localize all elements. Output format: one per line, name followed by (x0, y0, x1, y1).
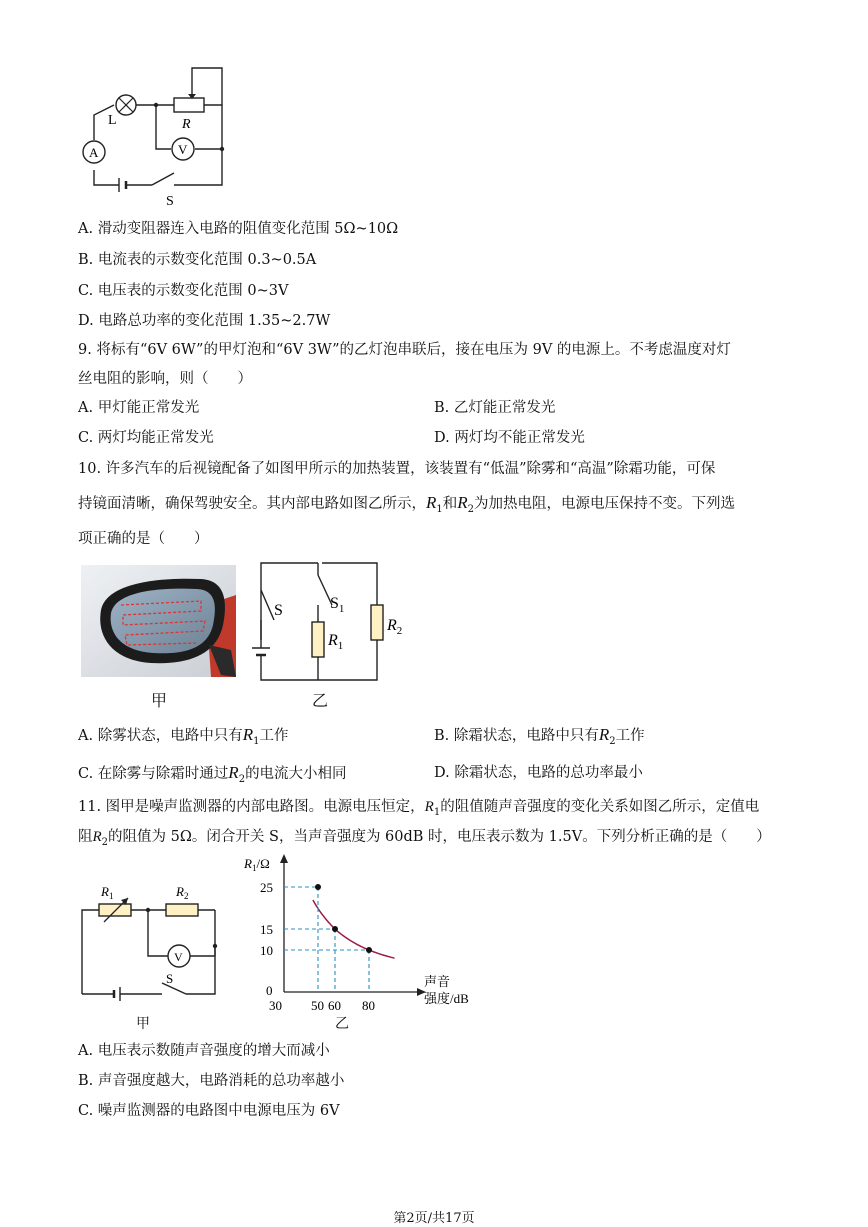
x-tick-label-50: 50 (311, 998, 324, 1013)
q11-fig-jia-caption: 甲 (136, 1016, 150, 1032)
q10-stem-line3: 项正确的是（ ） (78, 531, 209, 547)
q10-circuit-figure (250, 560, 410, 690)
q11-voltmeter-label: V (174, 950, 183, 964)
q8-option-d: D. 电路总功率的变化范围 1.35~2.7W (78, 313, 331, 329)
y-axis-arrow (280, 854, 288, 863)
switch-s1-label: $S_1$ (330, 595, 345, 615)
voltmeter-label: V (178, 142, 188, 157)
q11-fig-yi-caption: 乙 (335, 1016, 349, 1032)
q10-option-c: C. 在除雾与除霜时通过$R_2$的电流大小相同 (78, 763, 347, 785)
mirror-photo (81, 565, 236, 677)
y-tick-label-25: 25 (260, 880, 273, 895)
lamp-label: L (108, 113, 117, 128)
q9-stem-line2: 丝电阻的影响，则（ ） (78, 371, 252, 387)
y-axis-label: $R_1/\Omega$ (244, 856, 270, 873)
ammeter-label: A (89, 145, 99, 160)
q11-option-b: B. 声音强度越大，电路消耗的总功率越小 (78, 1073, 345, 1089)
q11-stem-line2: 阻$R_2$的阻值为 5Ω。闭合开关 S，当声音强度为 60dB 时，电压表示数为 1.5V。下列分析正确的是（ ） (78, 829, 771, 848)
q11-r1-label: $R_1$ (101, 884, 114, 901)
q10-fig-jia-caption: 甲 (151, 691, 168, 710)
q9-option-c: C. 两灯均能正常发光 (78, 430, 214, 446)
origin-label: 0 (266, 983, 273, 998)
data-point-0 (315, 884, 321, 890)
x-tick-label-60: 60 (328, 998, 341, 1013)
series-curve (313, 900, 395, 958)
x-tick-label-30: 30 (269, 998, 282, 1013)
q11-circuit-figure (74, 876, 224, 1001)
x-tick-label-80: 80 (362, 998, 375, 1013)
data-point-2 (366, 947, 372, 953)
q9-stem-line1: 9. 将标有“6V 6W”的甲灯泡和“6V 3W”的乙灯泡串联后，接在电压为 9V 的电源上。不考虑温度对灯 (78, 342, 731, 358)
resistor-r2-label: $R_2$ (387, 617, 403, 637)
q10-fig-yi-caption: 乙 (312, 691, 329, 710)
q11-r2-label: $R_2$ (176, 884, 189, 901)
page-footer: 第2页/共17页 (393, 1211, 475, 1226)
y-tick-label-10: 10 (260, 943, 273, 958)
q9-option-b: B. 乙灯能正常发光 (434, 400, 556, 416)
q10-stem-line1: 10. 许多汽车的后视镜配备了如图甲所示的加热装置，该装置有“低温”除雾和“高温”除霜功能，可保 (78, 461, 716, 477)
q9-option-d: D. 两灯均不能正常发光 (434, 430, 585, 446)
data-point-1 (332, 926, 338, 932)
q11-switch-label: S (166, 971, 174, 986)
q11-stem-line1: 11. 图甲是噪声监测器的内部电路图。电源电压恒定，$R_1$的阻值随声音强度的变化关系如图乙所示，定值电 (78, 799, 760, 818)
q11-chart (238, 850, 488, 1015)
q10-option-d: D. 除霜状态，电路的总功率最小 (434, 765, 643, 781)
q10-option-a: A. 除雾状态，电路中只有$R_1$工作 (78, 725, 289, 747)
x-axis-label-line1: 声音 (424, 974, 451, 989)
switch-s-label: S (274, 602, 283, 619)
rheostat-label: R (182, 117, 191, 132)
q11-option-a: A. 电压表示数随声音强度的增大而减小 (78, 1043, 330, 1059)
q10-option-b: B. 除霜状态，电路中只有$R_2$工作 (434, 725, 645, 747)
q8-option-b: B. 电流表的示数变化范围 0.3~0.5A (78, 252, 317, 268)
q8-circuit-figure (74, 60, 234, 210)
q8-option-a: A. 滑动变阻器连入电路的阻值变化范围 5Ω~10Ω (78, 221, 399, 237)
q9-option-a: A. 甲灯能正常发光 (78, 400, 200, 416)
q11-option-c: C. 噪声监测器的电路图中电源电压为 6V (78, 1103, 340, 1119)
y-tick-label-15: 15 (260, 922, 273, 937)
x-axis-label-line2: 强度/dB (424, 991, 469, 1006)
resistor-r1-label: $R_1$ (328, 632, 344, 652)
q8-option-c: C. 电压表的示数变化范围 0~3V (78, 283, 289, 299)
q10-stem-line2: 持镜面清晰，确保驾驶安全。其内部电路如图乙所示，$R_1$和$R_2$为加热电阻，电源电压保持不变。下列选 (78, 493, 736, 515)
switch-label: S (166, 194, 174, 209)
